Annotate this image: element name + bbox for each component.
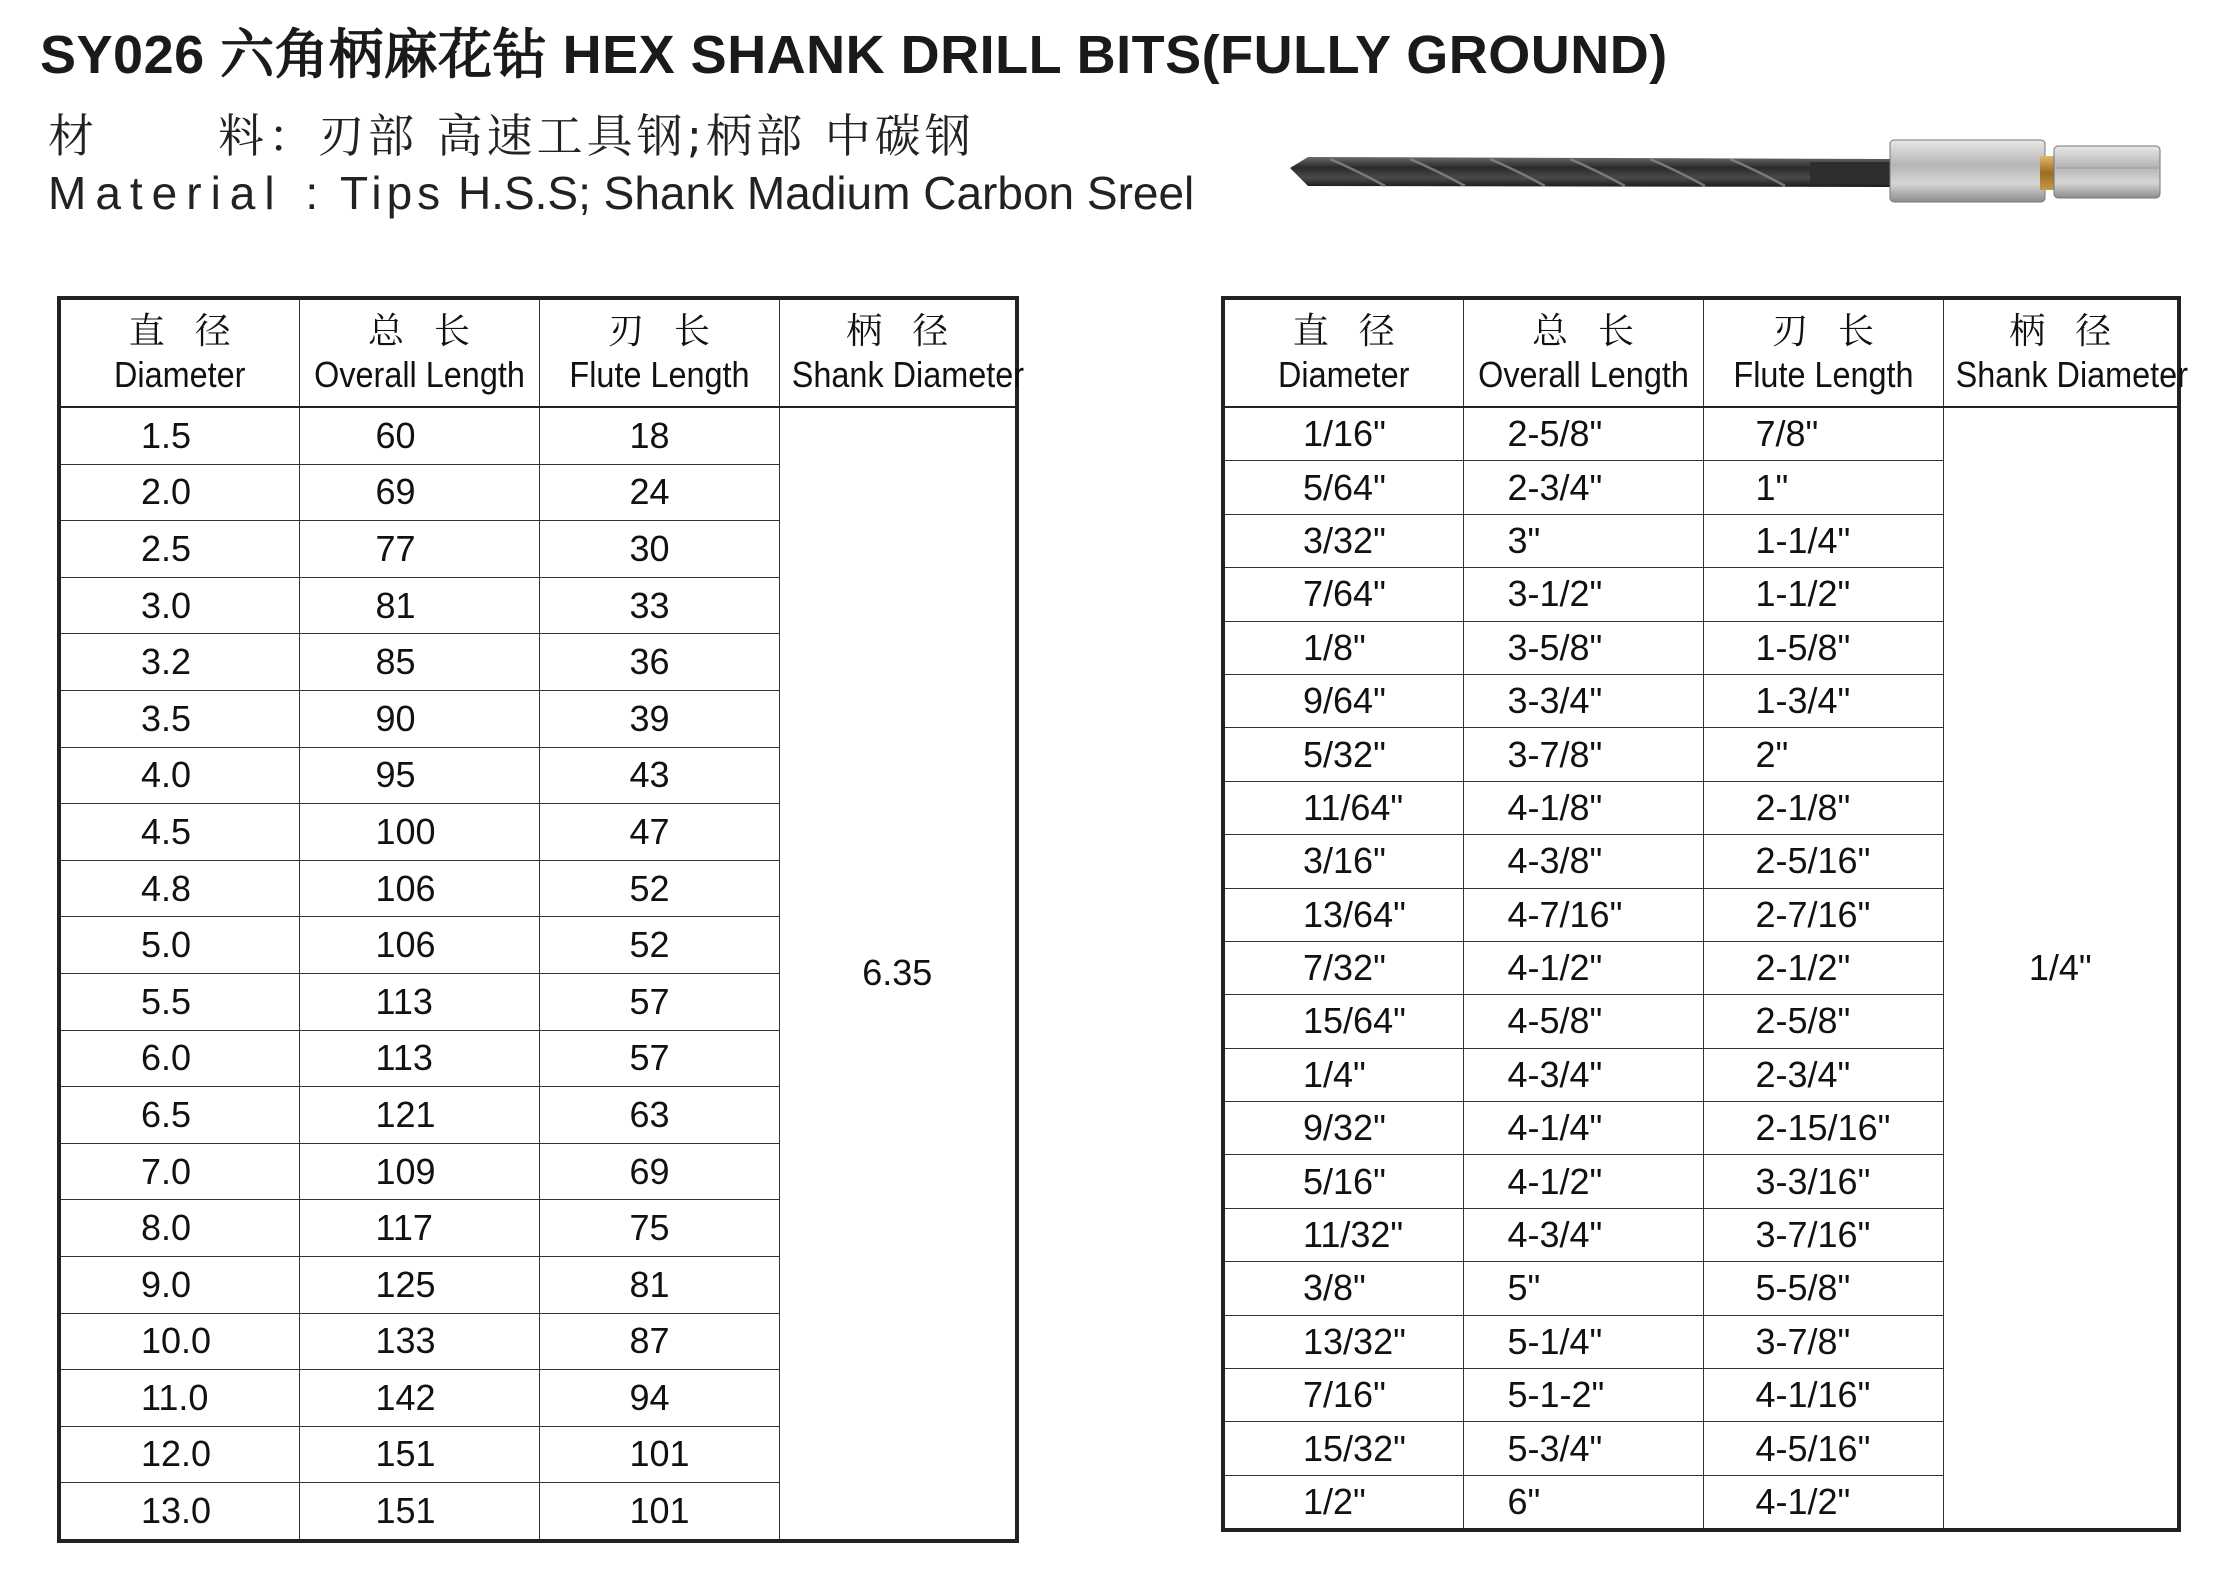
overall-length-cell: 125 (299, 1256, 539, 1313)
diameter-cell: 11.0 (59, 1370, 299, 1427)
overall-length-cell: 81 (299, 577, 539, 634)
flute-length-cell: 2" (1703, 728, 1943, 781)
flute-length-cell: 3-3/16" (1703, 1155, 1943, 1208)
diameter-cell: 10.0 (59, 1313, 299, 1370)
table-header-row (59, 298, 1017, 407)
flute-length-cell: 7/8" (1703, 407, 1943, 461)
overall-length-cell: 133 (299, 1313, 539, 1370)
overall-length-cell: 3-5/8" (1463, 621, 1703, 674)
diameter-cell: 13.0 (59, 1483, 299, 1541)
header-shank-diameter: 柄径 Shank Diameter (779, 298, 1017, 407)
overall-length-cell: 90 (299, 690, 539, 747)
diameter-cell: 3.0 (59, 577, 299, 634)
overall-length-cell: 151 (299, 1426, 539, 1483)
flute-length-cell: 1-1/4" (1703, 514, 1943, 567)
flute-length-cell: 5-5/8" (1703, 1262, 1943, 1315)
diameter-cell: 4.0 (59, 747, 299, 804)
overall-length-cell: 4-3/4" (1463, 1048, 1703, 1101)
overall-length-cell: 2-3/4" (1463, 461, 1703, 514)
diameter-cell: 5/32" (1223, 728, 1463, 781)
diameter-cell: 9/32" (1223, 1102, 1463, 1155)
overall-length-cell: 117 (299, 1200, 539, 1257)
flute-length-cell: 3-7/8" (1703, 1315, 1943, 1368)
material-en-tips: Tips (339, 167, 446, 219)
diameter-cell: 6.0 (59, 1030, 299, 1087)
overall-length-cell: 100 (299, 804, 539, 861)
overall-length-cell: 5-1/4" (1463, 1315, 1703, 1368)
flute-length-cell: 24 (539, 464, 779, 521)
diameter-cell: 3.5 (59, 690, 299, 747)
diameter-cell: 4.5 (59, 804, 299, 861)
table-row (59, 407, 1017, 464)
overall-length-cell: 69 (299, 464, 539, 521)
flute-length-cell: 81 (539, 1256, 779, 1313)
overall-length-cell: 142 (299, 1370, 539, 1427)
flute-length-cell: 1" (1703, 461, 1943, 514)
material-cn-value: 刃部 高速工具钢;柄部 中碳钢 (318, 109, 975, 163)
overall-length-cell: 5" (1463, 1262, 1703, 1315)
flute-length-cell: 18 (539, 407, 779, 464)
flute-length-cell: 94 (539, 1370, 779, 1427)
flute-length-cell: 52 (539, 917, 779, 974)
overall-length-cell: 4-1/4" (1463, 1102, 1703, 1155)
overall-length-cell: 4-7/16" (1463, 888, 1703, 941)
diameter-cell: 11/64" (1223, 781, 1463, 834)
diameter-cell: 12.0 (59, 1426, 299, 1483)
material-english (48, 166, 1194, 220)
overall-length-cell: 113 (299, 1030, 539, 1087)
header-diameter: 直径 Diameter (59, 298, 299, 407)
diameter-cell: 1/2" (1223, 1475, 1463, 1530)
overall-length-cell: 4-1/8" (1463, 781, 1703, 834)
overall-length-cell: 4-1/2" (1463, 1155, 1703, 1208)
diameter-cell: 7/32" (1223, 941, 1463, 994)
flute-length-cell: 2-15/16" (1703, 1102, 1943, 1155)
overall-length-cell: 4-3/4" (1463, 1208, 1703, 1261)
diameter-cell: 5/64" (1223, 461, 1463, 514)
diameter-cell: 2.0 (59, 464, 299, 521)
metric-size-table (57, 296, 1024, 1543)
diameter-cell: 1.5 (59, 407, 299, 464)
flute-length-cell: 36 (539, 634, 779, 691)
diameter-cell: 3/16" (1223, 835, 1463, 888)
overall-length-cell: 113 (299, 973, 539, 1030)
diameter-cell: 13/32" (1223, 1315, 1463, 1368)
diameter-cell: 4.8 (59, 860, 299, 917)
overall-length-cell: 121 (299, 1087, 539, 1144)
flute-length-cell: 43 (539, 747, 779, 804)
flute-length-cell: 47 (539, 804, 779, 861)
overall-length-cell: 5-1-2" (1463, 1369, 1703, 1422)
diameter-cell: 5/16" (1223, 1155, 1463, 1208)
overall-length-cell: 85 (299, 634, 539, 691)
diameter-cell: 7.0 (59, 1143, 299, 1200)
flute-length-cell: 1-5/8" (1703, 621, 1943, 674)
diameter-cell: 11/32" (1223, 1208, 1463, 1261)
header-flute-length: 刃长 Flute Length (1703, 298, 1943, 407)
overall-length-cell: 3" (1463, 514, 1703, 567)
flute-length-cell: 69 (539, 1143, 779, 1200)
inch-size-table (1221, 296, 2188, 1532)
header-diameter: 直径 Diameter (1223, 298, 1463, 407)
overall-length-cell: 5-3/4" (1463, 1422, 1703, 1475)
header-shank-diameter: 柄径 Shank Diameter (1943, 298, 2179, 407)
table-header-row (1223, 298, 2179, 407)
flute-length-cell: 39 (539, 690, 779, 747)
flute-length-cell: 1-1/2" (1703, 568, 1943, 621)
diameter-cell: 7/64" (1223, 568, 1463, 621)
flute-length-cell: 101 (539, 1483, 779, 1541)
diameter-cell: 1/4" (1223, 1048, 1463, 1101)
page-title: SY026 六角柄麻花钻 HEX SHANK DRILL BITS(FULLY GROUND) (40, 25, 1668, 85)
diameter-cell: 13/64" (1223, 888, 1463, 941)
diameter-cell: 1/8" (1223, 621, 1463, 674)
flute-length-cell: 1-3/4" (1703, 674, 1943, 727)
diameter-cell: 2.5 (59, 521, 299, 578)
material-cn-label-2: 料： (218, 109, 318, 163)
flute-length-cell: 52 (539, 860, 779, 917)
material-chinese (48, 100, 975, 166)
flute-length-cell: 2-1/2" (1703, 941, 1943, 994)
overall-length-cell: 4-5/8" (1463, 995, 1703, 1048)
flute-length-cell: 4-1/2" (1703, 1475, 1943, 1530)
diameter-cell: 9/64" (1223, 674, 1463, 727)
overall-length-cell: 6" (1463, 1475, 1703, 1530)
diameter-cell: 3.2 (59, 634, 299, 691)
material-en-value: H.S.S; Shank Madium Carbon Sreel (457, 167, 1195, 219)
overall-length-cell: 3-3/4" (1463, 674, 1703, 727)
shank-diameter-cell: 6.35 (779, 407, 1017, 1541)
flute-length-cell: 33 (539, 577, 779, 634)
overall-length-cell: 106 (299, 860, 539, 917)
diameter-cell: 7/16" (1223, 1369, 1463, 1422)
flute-length-cell: 30 (539, 521, 779, 578)
overall-length-cell: 95 (299, 747, 539, 804)
overall-length-cell: 3-1/2" (1463, 568, 1703, 621)
flute-length-cell: 2-5/8" (1703, 995, 1943, 1048)
flute-length-cell: 3-7/16" (1703, 1208, 1943, 1261)
header-overall-length: 总长 Overall Length (299, 298, 539, 407)
overall-length-cell: 106 (299, 917, 539, 974)
overall-length-cell: 109 (299, 1143, 539, 1200)
diameter-cell: 8.0 (59, 1200, 299, 1257)
flute-length-cell: 2-7/16" (1703, 888, 1943, 941)
flute-length-cell: 87 (539, 1313, 779, 1370)
diameter-cell: 6.5 (59, 1087, 299, 1144)
diameter-cell: 5.0 (59, 917, 299, 974)
shank-diameter-cell: 1/4" (1943, 407, 2179, 1530)
overall-length-cell: 2-5/8" (1463, 407, 1703, 461)
flute-length-cell: 75 (539, 1200, 779, 1257)
diameter-cell: 3/32" (1223, 514, 1463, 567)
overall-length-cell: 77 (299, 521, 539, 578)
flute-length-cell: 57 (539, 973, 779, 1030)
flute-length-cell: 101 (539, 1426, 779, 1483)
overall-length-cell: 60 (299, 407, 539, 464)
diameter-cell: 9.0 (59, 1256, 299, 1313)
diameter-cell: 15/64" (1223, 995, 1463, 1048)
flute-length-cell: 57 (539, 1030, 779, 1087)
flute-length-cell: 2-3/4" (1703, 1048, 1943, 1101)
material-cn-label-1: 材 (48, 109, 98, 163)
diameter-cell: 3/8" (1223, 1262, 1463, 1315)
header-overall-length: 总长 Overall Length (1463, 298, 1703, 407)
overall-length-cell: 4-1/2" (1463, 941, 1703, 994)
flute-length-cell: 2-1/8" (1703, 781, 1943, 834)
hex-shank-drill-bit-icon (1290, 132, 2180, 212)
flute-length-cell: 2-5/16" (1703, 835, 1943, 888)
diameter-cell: 5.5 (59, 973, 299, 1030)
header-flute-length: 刃长 Flute Length (539, 298, 779, 407)
flute-length-cell: 4-5/16" (1703, 1422, 1943, 1475)
table-row (1223, 407, 2179, 461)
overall-length-cell: 151 (299, 1483, 539, 1541)
flute-length-cell: 63 (539, 1087, 779, 1144)
overall-length-cell: 4-3/8" (1463, 835, 1703, 888)
material-en-label: Material : (48, 167, 328, 219)
flute-length-cell: 4-1/16" (1703, 1369, 1943, 1422)
diameter-cell: 15/32" (1223, 1422, 1463, 1475)
diameter-cell: 1/16" (1223, 407, 1463, 461)
overall-length-cell: 3-7/8" (1463, 728, 1703, 781)
